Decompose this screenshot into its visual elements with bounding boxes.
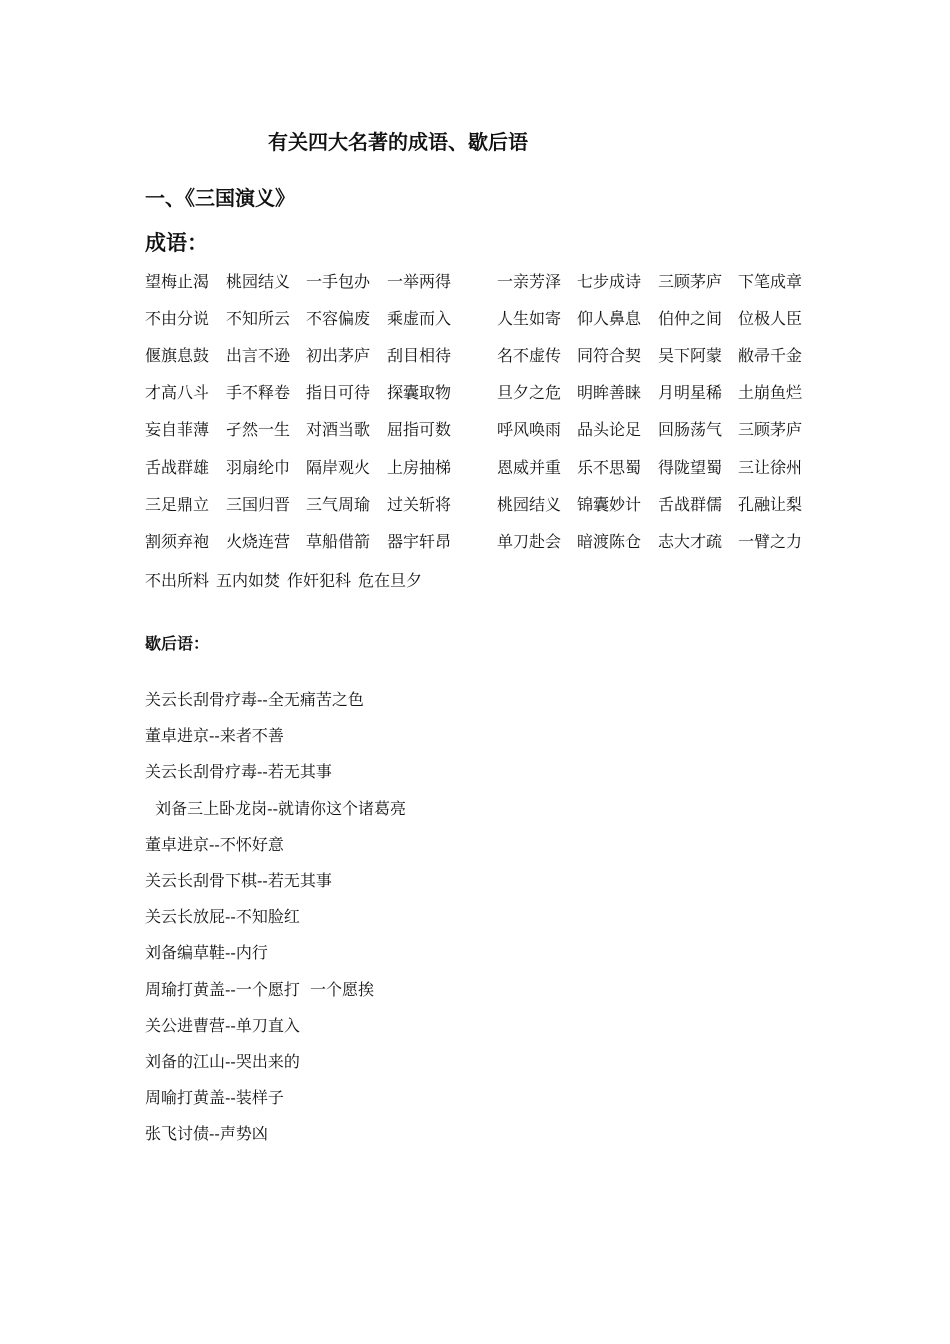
idiom: 才高八斗: [145, 383, 210, 403]
xiehouyu-item: 刘备三上卧龙岗--就请你这个诸葛亮: [145, 798, 406, 818]
idiom: 草船借箭: [306, 531, 371, 551]
idiom: 不知所云: [226, 309, 291, 329]
idiom: 土崩鱼烂: [738, 383, 803, 403]
idiom: 月明星稀: [658, 383, 723, 403]
idiom: 敝帚千金: [738, 346, 803, 366]
page-title: 有关四大名著的成语、歇后语: [268, 130, 528, 154]
xiehouyu-heading: 歇后语：: [145, 634, 210, 653]
idiom: 仰人鼻息: [577, 309, 642, 329]
idiom: 人生如寄: [497, 309, 562, 329]
idiom: 桃园结义: [226, 272, 291, 291]
xiehouyu-item: 刘备编草鞋--内行: [145, 943, 268, 963]
idiom: 三顾茅庐: [738, 420, 803, 440]
idiom: 志大才疏: [658, 531, 723, 551]
idiom: 乐不思蜀: [577, 457, 642, 477]
idiom: 三国归晋: [226, 494, 291, 514]
xiehouyu-item: 周喻打黄盖--装样子: [145, 1088, 284, 1108]
idiom: 桃园结义: [497, 494, 562, 514]
idiom: 出言不逊: [226, 346, 291, 366]
idiom: 呼风唤雨: [497, 420, 562, 440]
idiom: 旦夕之危: [497, 383, 562, 403]
idiom: 偃旗息鼓: [145, 346, 210, 366]
idiom: 暗渡陈仓: [577, 531, 642, 551]
idiom: 三让徐州: [738, 457, 803, 477]
idiom: 三顾茅庐: [658, 272, 723, 291]
idiom: 指日可待: [306, 383, 371, 403]
xiehouyu-item: 董卓进京--不怀好意: [145, 834, 284, 854]
idiom: 一臂之力: [738, 531, 803, 551]
idiom-extra-row: [145, 570, 429, 592]
idiom: 探囊取物: [387, 383, 452, 403]
idiom: 恩威并重: [497, 457, 562, 477]
xiehouyu-item: 关云长放屁--不知脸红: [145, 907, 300, 927]
idiom: 危在旦夕: [358, 571, 423, 590]
idiom: 孑然一生: [226, 420, 291, 440]
idiom: 作奸犯科: [287, 571, 352, 590]
idiom: 同符合契: [577, 346, 642, 366]
idiom: 手不释卷: [226, 383, 291, 403]
idiom: 舌战群雄: [145, 457, 210, 477]
xiehouyu-item: 关云长刮骨疗毒--全无痛苦之色: [145, 690, 364, 709]
idiom: 不由分说: [145, 309, 210, 329]
idiom: 割须弃袍: [145, 531, 210, 551]
idiom: 品头论足: [577, 420, 642, 440]
idiom: 位极人臣: [738, 309, 803, 329]
idiom: 明眸善睐: [577, 383, 642, 403]
idiom: 一亲芳泽: [497, 272, 562, 291]
idiom: 妄自菲薄: [145, 420, 210, 440]
idiom: 刮目相待: [387, 346, 452, 366]
idiom: 一手包办: [306, 272, 371, 291]
idiom: 五内如焚: [216, 571, 281, 590]
idiom: 锦囊妙计: [577, 494, 642, 514]
idiom: 上房抽梯: [387, 457, 452, 477]
idiom: 望梅止渴: [145, 272, 210, 291]
xiehouyu-item: 周瑜打黄盖--一个愿打 一个愿挨: [145, 979, 374, 999]
idiom: 三气周瑜: [306, 494, 371, 514]
idiom: 器宇轩昂: [387, 531, 452, 551]
idiom: 伯仲之间: [658, 309, 723, 329]
xiehouyu-list: [145, 689, 406, 1159]
idiom: 名不虚传: [497, 346, 562, 366]
xiehouyu-item: 董卓进京--来者不善: [145, 726, 284, 746]
xiehouyu-item: 张飞讨债--声势凶: [145, 1124, 268, 1144]
idiom: 初出茅庐: [306, 346, 371, 366]
idiom: 七步成诗: [577, 272, 642, 291]
idiom: 回肠荡气: [658, 420, 723, 440]
idiom: 羽扇纶巾: [226, 457, 291, 477]
idiom: 火烧连营: [226, 531, 291, 551]
idiom: 屈指可数: [387, 420, 452, 440]
idiom: 孔融让梨: [738, 494, 803, 514]
idiom: 舌战群儒: [658, 494, 723, 514]
idiom: 三足鼎立: [145, 494, 210, 514]
idiom: 乘虚而入: [387, 309, 452, 329]
xiehouyu-item: 刘备的江山--哭出来的: [145, 1051, 300, 1071]
idiom: 下笔成章: [738, 272, 803, 291]
idiom: 不容偏废: [306, 309, 371, 329]
xiehouyu-item: 关云长刮骨下棋--若无其事: [145, 870, 332, 890]
idiom: 吴下阿蒙: [658, 346, 723, 366]
section-heading: 一、《三国演义》: [145, 186, 295, 210]
idiom: 单刀赴会: [497, 531, 562, 551]
idiom: 一举两得: [387, 272, 452, 291]
idiom: 得陇望蜀: [658, 457, 723, 477]
xiehouyu-item: 关公进曹营--单刀直入: [145, 1015, 300, 1035]
chengyu-heading: 成语：: [145, 231, 208, 255]
idiom: 不出所料: [145, 571, 210, 590]
idiom: 过关斩将: [387, 494, 452, 514]
idiom: 隔岸观火: [306, 457, 371, 477]
idiom: 对酒当歌: [306, 420, 371, 440]
xiehouyu-item: 关云长刮骨疗毒--若无其事: [145, 762, 332, 782]
